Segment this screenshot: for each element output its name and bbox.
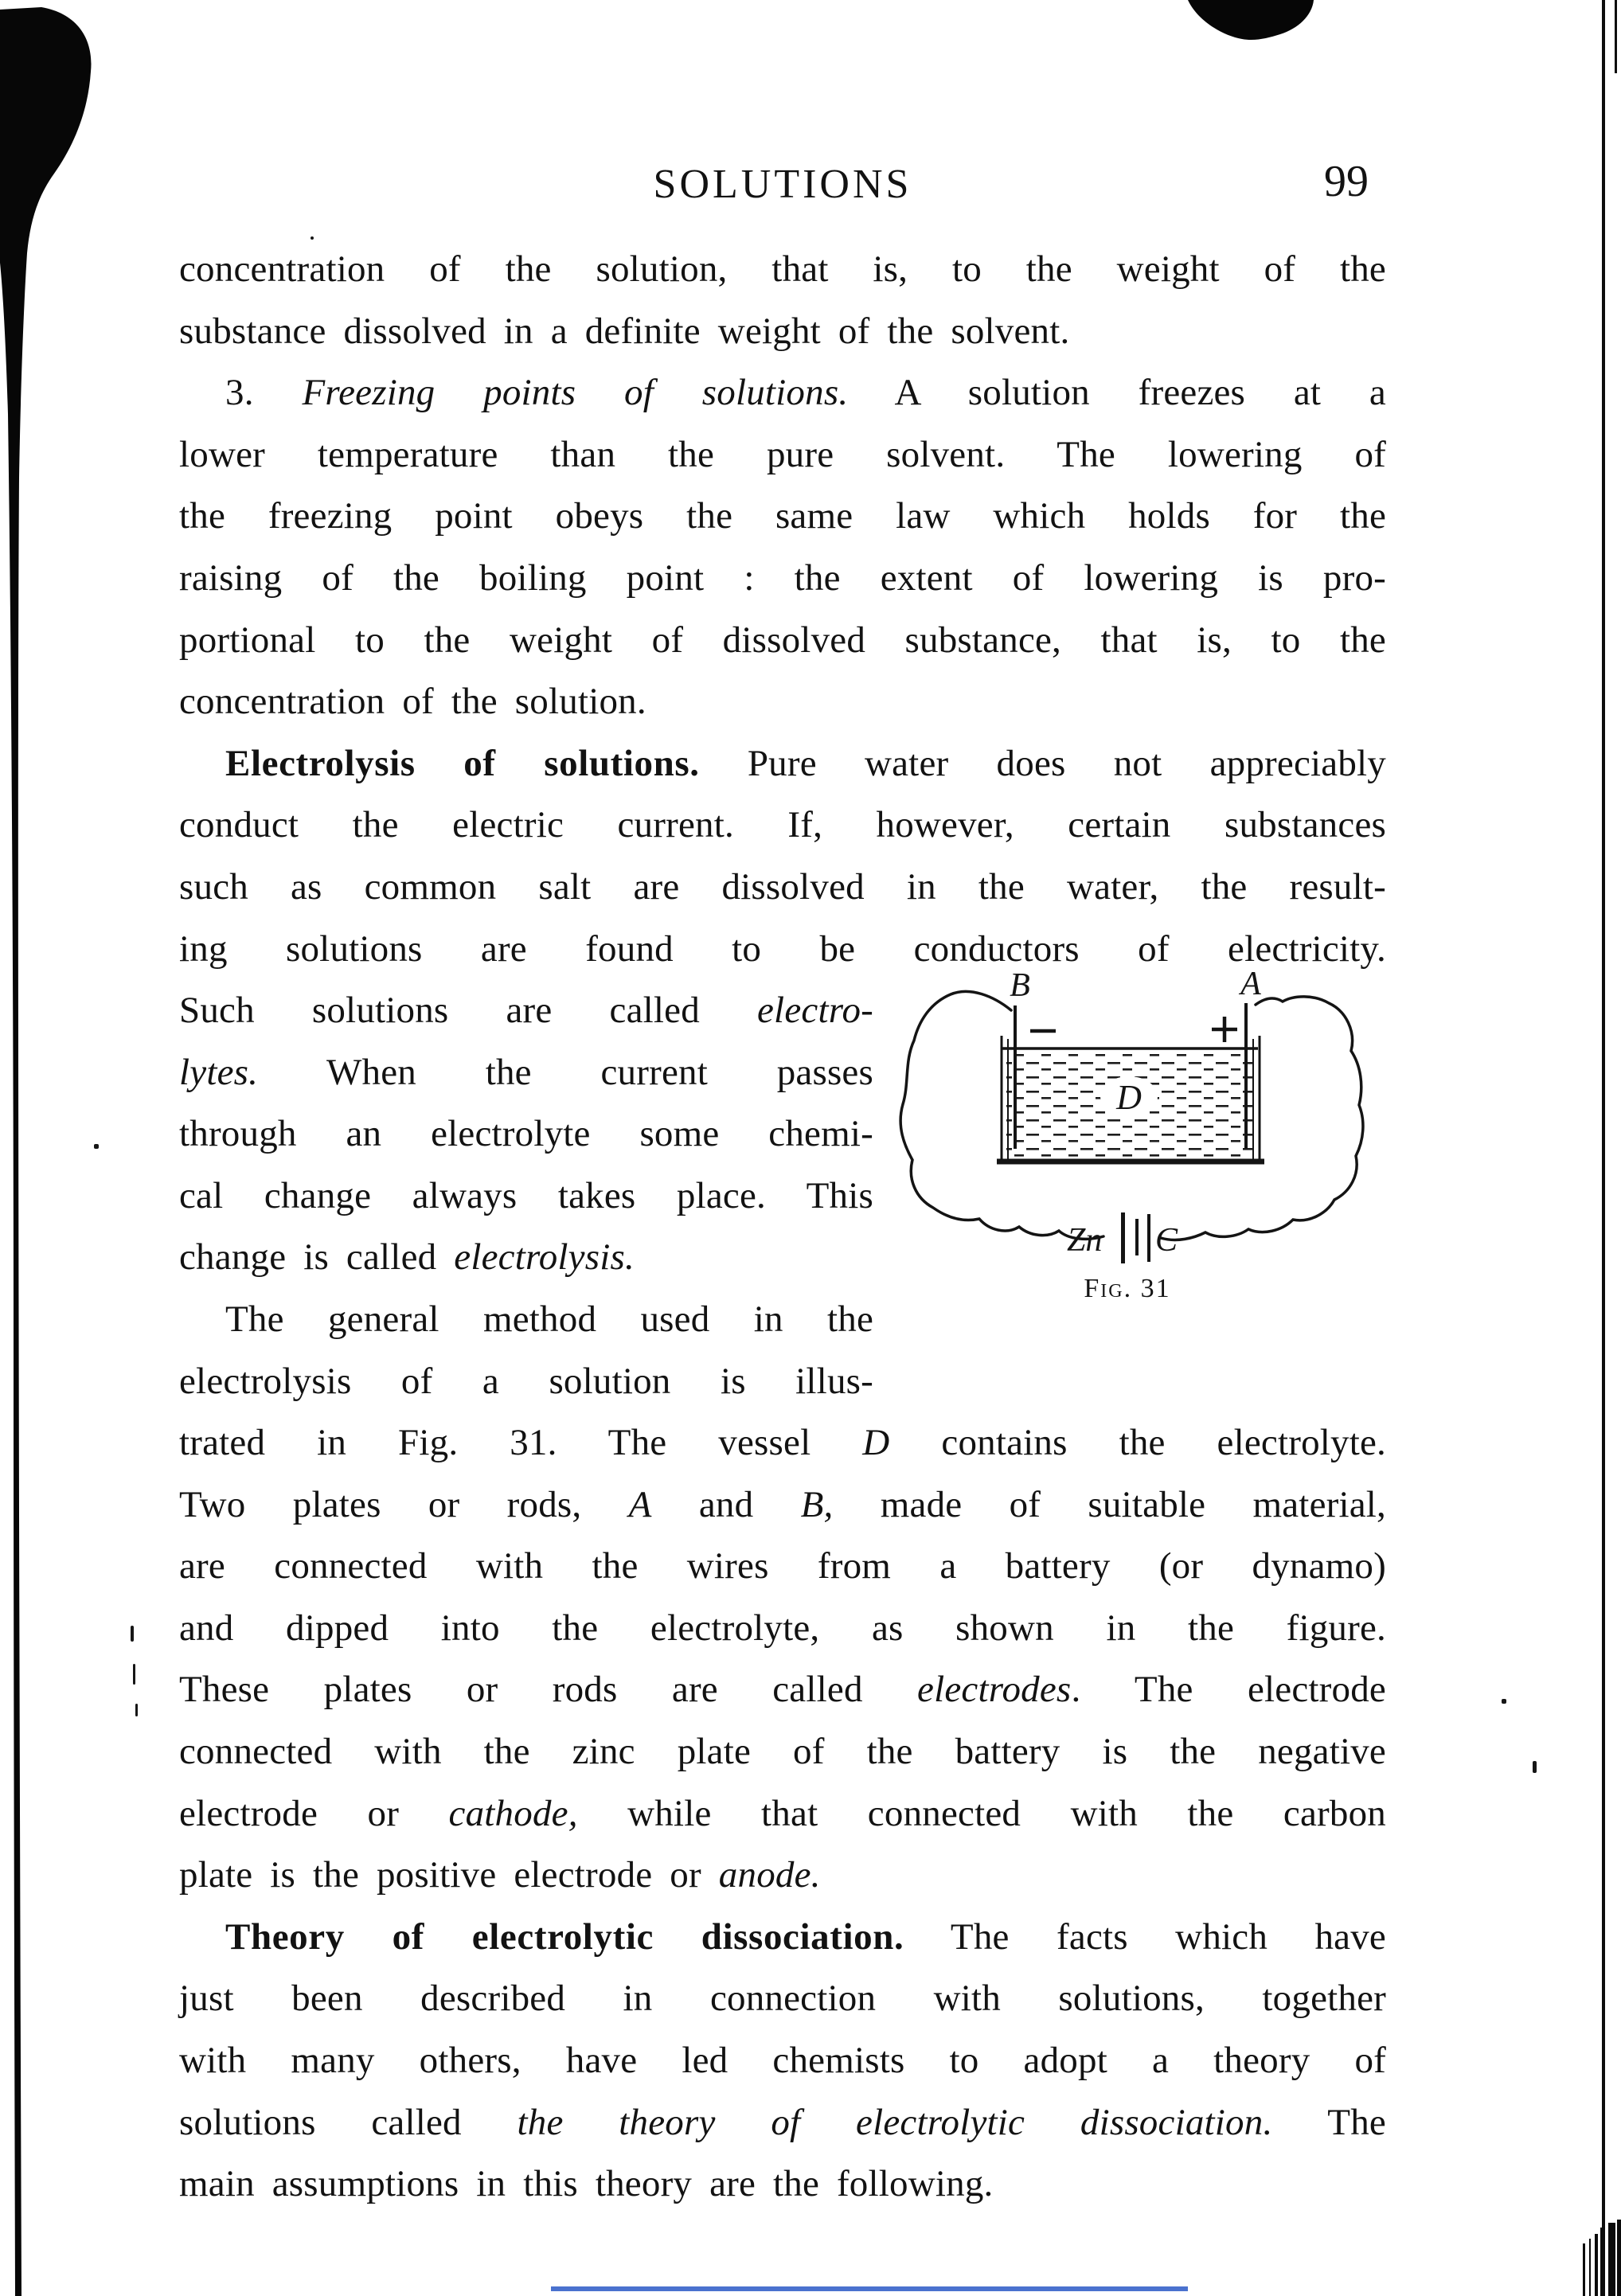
text-run: cal change always takes place. This <box>179 1174 873 1216</box>
text-line <box>179 424 1386 486</box>
text-run: connected with the zinc plate of the battery is the negative <box>179 1730 1386 1772</box>
polarity-signs <box>1030 1017 1237 1042</box>
text-run: These plates or rods are called <box>179 1669 918 1711</box>
text-run: portional to the weight of dissolved substance, that is, to the <box>179 619 1386 661</box>
text-line <box>179 671 1386 733</box>
text-line <box>179 795 1386 857</box>
page-edge-line <box>1602 0 1605 2296</box>
text-run: such as common salt are dissolved in the water, the result- <box>179 865 1386 908</box>
italic-run: electrolysis. <box>454 1236 635 1279</box>
text-run: contains the electrolyte. <box>889 1422 1387 1463</box>
text-run: Such solutions are called <box>179 990 757 1031</box>
text-line <box>179 1968 1386 2030</box>
page-header <box>179 156 1386 213</box>
page-edge-lines <box>1608 2223 1615 2296</box>
text-run: When the current passes <box>258 1051 873 1093</box>
text-run: the freezing point obeys the same law which holds for the <box>179 495 1386 537</box>
text-run: just been described in connection with solutions, together <box>179 1978 1386 2020</box>
battery-zinc-label: Zn <box>1067 1222 1103 1259</box>
ink-smudge-icon <box>1178 0 1330 48</box>
scan-speck <box>1502 1699 1506 1704</box>
text-run: plate is the positive electrode or <box>179 1854 719 1896</box>
text-line <box>179 733 1386 795</box>
text-line <box>179 486 1386 548</box>
figure-caption: Fig. 31 <box>1084 1274 1171 1303</box>
text-run: and dipped into the electrolyte, as shown in the figure. <box>179 1607 1386 1649</box>
text-line <box>179 239 1386 301</box>
text-line <box>179 1042 873 1104</box>
text-run: with many others, have led chemists to adopt a theory of <box>179 2039 1386 2081</box>
italic-run: A <box>628 1483 652 1525</box>
battery-plate <box>1135 1219 1139 1255</box>
text-line <box>179 1659 1386 1721</box>
italic-run: lytes. <box>179 1051 259 1093</box>
scan-speck <box>133 1664 135 1685</box>
text-line <box>179 2153 1386 2216</box>
text-run: The general method used in the <box>225 1298 873 1340</box>
text-line <box>179 1103 873 1166</box>
text-line <box>179 1474 1386 1537</box>
battery-carbon-label: C <box>1155 1222 1178 1259</box>
text-line <box>179 1783 1386 1845</box>
page-edge-lines <box>1589 2239 1591 2296</box>
text-run: Two plates or rods, <box>179 1483 629 1525</box>
text-run: substance dissolved in a definite weight of the solvent. <box>179 310 1070 352</box>
text-block-lower <box>179 1412 1386 2216</box>
text-run: main assumptions in this theory are the following. <box>179 2163 994 2205</box>
text-run: . The electrode <box>1071 1669 1386 1711</box>
figure-electrolysis <box>890 959 1384 1314</box>
text-run: through an electrolyte some chemi- <box>179 1113 873 1155</box>
text-run: 3. <box>225 372 303 414</box>
text-line <box>179 1166 873 1228</box>
text-line <box>179 2030 1386 2092</box>
text-run: ing solutions are found to be conductors of electricity. <box>179 927 1386 970</box>
italic-run: Freezing points of solutions. <box>302 372 849 414</box>
text-run: lower temperature than the pure solvent. The lowering of <box>179 433 1386 475</box>
text-line <box>179 1721 1386 1783</box>
italic-run: electrodes <box>917 1669 1072 1711</box>
text-run: concentration of the solution, that is, to the weight of the <box>179 248 1386 290</box>
text-line <box>179 301 1386 363</box>
text-line <box>179 1907 1386 1969</box>
text-run: raising of the boiling point : the extent of lowering is pro- <box>179 556 1386 599</box>
text-line <box>179 980 873 1042</box>
text-line <box>179 362 1386 424</box>
text-line <box>179 857 1386 919</box>
text-run: are connected with the wires from a battery (or dynamo) <box>179 1545 1386 1587</box>
text-line <box>179 1845 1386 1907</box>
battery-plate <box>1147 1214 1150 1262</box>
text-run: electrolysis of a solution is illus- <box>179 1360 873 1402</box>
label-vessel-d: D <box>1116 1078 1142 1117</box>
page-edge-line <box>1615 0 1617 73</box>
text-run: The facts which have <box>904 1915 1386 1958</box>
text-run: conduct the electric current. If, however, certain substances <box>179 804 1386 846</box>
italic-run: the theory of electrolytic dissociation. <box>517 2101 1273 2143</box>
bold-run: Electrolysis of solutions. <box>225 742 700 784</box>
text-run: made of suitable material, <box>833 1483 1387 1525</box>
text-line <box>179 1598 1386 1660</box>
text-line <box>179 1412 1386 1474</box>
text-run: A solution freezes at a <box>848 372 1386 414</box>
text-line <box>179 1227 873 1289</box>
scan-speck <box>135 1704 138 1716</box>
scan-speck <box>1533 1761 1537 1773</box>
battery-plate <box>1121 1212 1125 1263</box>
text-run: change is called <box>179 1236 455 1279</box>
text-run: Pure water does not appreciably <box>699 742 1386 784</box>
text-block-beside-figure <box>179 980 873 1412</box>
text-run: The <box>1272 2101 1386 2143</box>
text-run: trated in Fig. 31. The vessel <box>179 1422 863 1463</box>
text-run: electrode or <box>179 1792 449 1834</box>
battery-symbol <box>1067 1212 1178 1263</box>
text-line <box>179 610 1386 672</box>
italic-run: electro- <box>757 990 873 1031</box>
text-run: while that connected with the carbon <box>577 1792 1386 1834</box>
italic-run: B, <box>800 1483 834 1525</box>
italic-run: anode. <box>718 1854 821 1896</box>
blue-pen-line <box>551 2286 1188 2291</box>
page-edge-lines <box>1583 2243 1585 2296</box>
bold-run: Theory of electrolytic dissociation. <box>225 1915 904 1958</box>
running-head: SOLUTIONS <box>653 162 912 207</box>
text-line <box>179 548 1386 610</box>
page-edge-lines <box>1600 2228 1605 2296</box>
scan-speck <box>131 1626 134 1642</box>
text-run: and <box>651 1483 801 1525</box>
text-line <box>179 1536 1386 1598</box>
label-electrode-b: B <box>1010 967 1030 1004</box>
label-electrode-a: A <box>1240 966 1261 1002</box>
italic-run: cathode, <box>448 1792 578 1834</box>
page-edge-lines <box>1595 2234 1598 2296</box>
page-edge-lines <box>1617 2220 1621 2296</box>
scan-speck <box>94 1144 99 1149</box>
text-run: solutions called <box>179 2101 518 2143</box>
text-line <box>179 1289 873 1351</box>
text-run: concentration of the solution. <box>179 681 646 723</box>
text-line <box>179 2092 1386 2154</box>
page-number: 99 <box>1324 157 1369 206</box>
italic-run: D <box>862 1422 890 1463</box>
text-block-upper <box>179 239 1386 980</box>
text-line <box>179 1351 873 1413</box>
